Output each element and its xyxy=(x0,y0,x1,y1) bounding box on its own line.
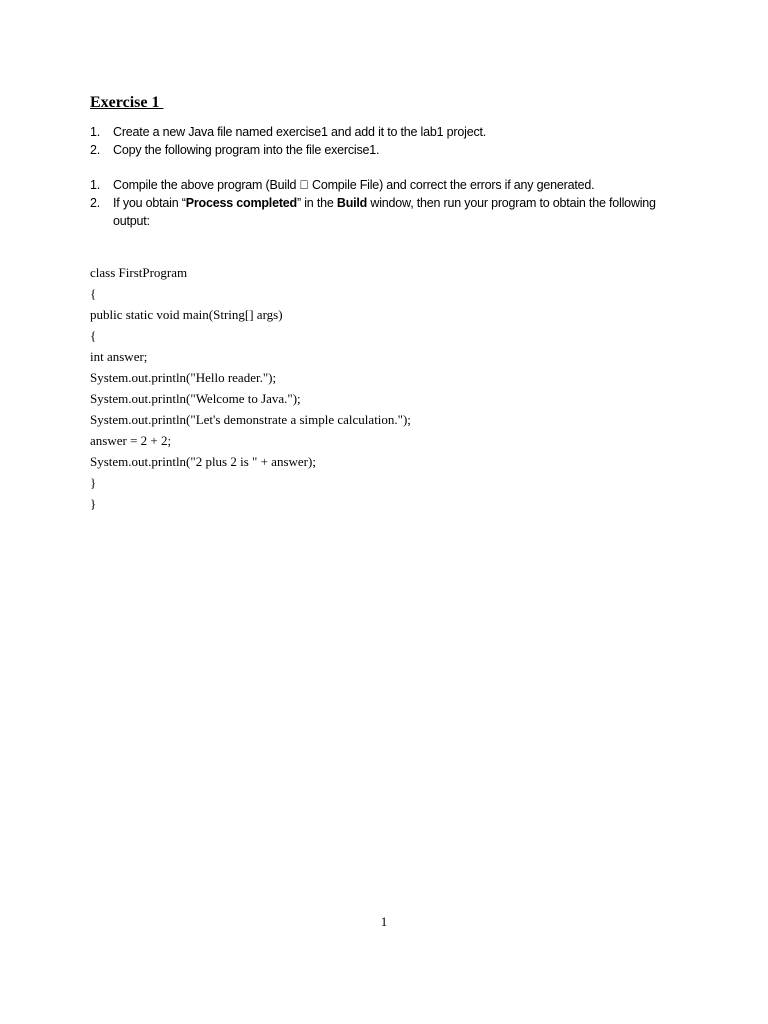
code-line: } xyxy=(90,496,97,511)
list-item-text-prefix: If you obtain “ xyxy=(113,196,186,210)
code-line: System.out.println("2 plus 2 is " + answer); xyxy=(90,454,316,469)
process-completed-emphasis: Process completed xyxy=(185,196,297,210)
list-item-number: 2. xyxy=(90,196,101,210)
code-line: class FirstProgram xyxy=(90,265,188,280)
list-item-text: Create a new Java file named exercise1 and add it to the lab1 project. xyxy=(113,125,487,139)
list-item-text: Compile the above program (Build   Compile File) and correct the errors if any generated. xyxy=(113,178,595,192)
list-item-text-middle: ” in the xyxy=(296,196,337,210)
code-line: int answer; xyxy=(90,349,148,364)
code-line: answer = 2 + 2; xyxy=(90,433,172,448)
instruction-list-second xyxy=(90,176,690,230)
code-line: System.out.println("Welcome to Java."); xyxy=(90,391,301,406)
list-item-text-suffix: window, then run your program to obtain the following output: xyxy=(113,196,656,228)
code-line: System.out.println("Let's demonstrate a simple calculation."); xyxy=(90,412,411,427)
code-line: } xyxy=(90,475,97,490)
page-number: 1 xyxy=(380,914,388,929)
build-emphasis: Build xyxy=(336,196,368,210)
code-line: System.out.println("Hello reader."); xyxy=(90,370,277,385)
list-item xyxy=(90,176,690,194)
code-line: public static void main(String[] args) xyxy=(90,307,283,322)
list-item-number: 1. xyxy=(90,178,101,192)
list-item xyxy=(90,141,690,159)
list-item-text: Copy the following program into the file exercise1. xyxy=(113,143,380,157)
list-item-number: 1. xyxy=(90,125,101,139)
exercise-heading: Exercise 1 xyxy=(90,94,164,111)
code-line: { xyxy=(90,328,97,343)
instruction-list-first xyxy=(90,123,690,159)
code-listing xyxy=(90,262,411,514)
list-item xyxy=(90,123,690,141)
list-item-number: 2. xyxy=(90,143,101,157)
code-line: { xyxy=(90,286,97,301)
list-item xyxy=(90,194,690,230)
